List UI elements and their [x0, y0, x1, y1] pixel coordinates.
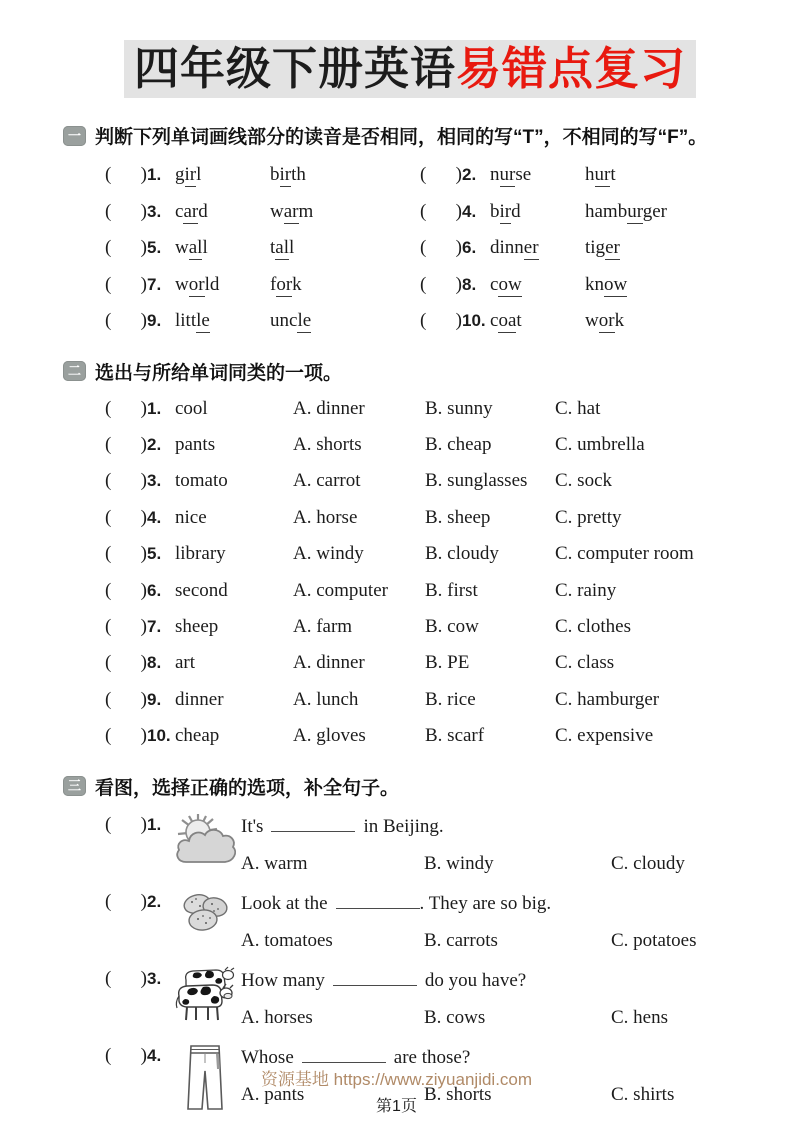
phonics-item — [105, 303, 420, 340]
phonics-item — [105, 267, 420, 304]
sentence — [241, 810, 757, 840]
answer-brackets-parens — [105, 1045, 147, 1067]
item-number: 1. — [147, 165, 162, 184]
paren-open: ( — [105, 164, 112, 185]
answer-brackets — [105, 303, 147, 340]
underlined-letters: al — [188, 237, 203, 258]
paren-open: ( — [420, 237, 427, 258]
paren-open: ( — [105, 200, 112, 222]
option-b: B. carrots — [424, 929, 498, 951]
option-b: B. cows — [424, 1006, 486, 1028]
section3-heading — [63, 773, 757, 800]
cows-icon — [169, 964, 241, 1026]
answer-brackets — [105, 645, 147, 681]
answer-brackets — [105, 573, 147, 609]
option-a: A. pants — [241, 1083, 305, 1105]
word-pre: unc — [270, 310, 298, 331]
option-b: B. sunny — [425, 397, 493, 419]
option-c: C. computer room — [555, 543, 694, 565]
sentence-post: in Beijing. — [363, 815, 444, 837]
paren-close: ) — [140, 310, 147, 331]
word-post: m — [298, 200, 314, 222]
choice-item — [105, 718, 757, 754]
phonics-item — [420, 230, 757, 267]
paren-close: ) — [140, 652, 147, 674]
choice-item — [105, 682, 757, 718]
word-pre: b — [490, 200, 500, 222]
stem-word: cool — [175, 397, 208, 419]
paren-close: ) — [140, 890, 147, 912]
option-a: A. tomatoes — [241, 929, 333, 951]
word-post: d — [511, 200, 521, 222]
word-pre: kn — [585, 273, 604, 295]
underlined-letters: er — [523, 237, 539, 258]
section1-badge-icon: 一 — [63, 126, 86, 146]
section2-badge-icon: 二 — [63, 361, 86, 381]
question-body — [241, 887, 757, 954]
sentence-post: are those? — [393, 1046, 471, 1068]
section3-badge-icon: 三 — [63, 776, 86, 796]
word-pre: litt — [175, 310, 197, 331]
stem-word: second — [175, 579, 228, 601]
sentence — [241, 887, 757, 917]
paren-close: ) — [140, 543, 147, 565]
item-number: 5. — [147, 238, 162, 257]
choice-item — [105, 463, 757, 499]
page-title-black: 四年级下册英语 — [133, 43, 456, 94]
word-first — [175, 267, 270, 304]
options-row — [241, 928, 757, 954]
word-second — [270, 303, 311, 340]
option-c: C. shirts — [611, 1083, 675, 1105]
paren-open: ( — [420, 273, 427, 295]
option-c: C. potatoes — [611, 929, 697, 951]
word-post: se — [515, 164, 532, 185]
option-c: C. sock — [555, 470, 612, 492]
paren-close: ) — [140, 200, 147, 222]
section2-heading-text: 选出与所给单词同类的一项。 — [95, 362, 343, 384]
option-a: A. horses — [241, 1006, 313, 1028]
option-c: C. expensive — [555, 725, 654, 747]
word-pre: f — [270, 273, 277, 295]
option-a: A. dinner — [293, 652, 365, 674]
page-number: 第1页 — [376, 1098, 417, 1115]
phonics-item — [105, 194, 420, 231]
question-body — [241, 810, 757, 877]
option-c: C. clothes — [555, 615, 631, 637]
option-a: A. lunch — [293, 688, 359, 710]
picture-item-1 — [105, 810, 757, 880]
answer-brackets — [105, 887, 169, 913]
paren-open: ( — [420, 164, 427, 185]
paren-close: ) — [140, 967, 147, 989]
option-a: A. horse — [293, 506, 358, 528]
phonics-item — [420, 267, 757, 304]
paren-close: ) — [455, 164, 462, 185]
option-a: A. shorts — [293, 433, 362, 455]
paren-open: ( — [105, 725, 112, 747]
choice-item — [105, 573, 757, 609]
answer-blank — [333, 970, 417, 986]
section2-heading — [63, 358, 757, 385]
page-footer — [0, 1065, 793, 1116]
paren-close: ) — [140, 433, 147, 455]
picture-item-3 — [105, 964, 757, 1034]
phonics-item — [105, 157, 420, 194]
paren-open: ( — [105, 890, 112, 912]
word-second — [585, 157, 616, 194]
answer-brackets — [105, 964, 169, 990]
word-first — [175, 157, 270, 194]
paren-open: ( — [105, 433, 112, 455]
item-number: 8. — [147, 653, 162, 673]
option-b: B. sunglasses — [425, 470, 528, 492]
answer-brackets — [105, 536, 147, 572]
item-number: 3. — [147, 471, 162, 491]
stem-word: nice — [175, 506, 207, 528]
word-pre: t — [270, 237, 276, 258]
underlined-letters: ur — [594, 164, 611, 185]
answer-blank — [271, 816, 355, 832]
word-pre: h — [585, 164, 595, 185]
item-number: 10. — [147, 726, 171, 746]
word-post: t — [610, 164, 616, 185]
answer-brackets — [105, 682, 147, 718]
paren-close: ) — [140, 813, 147, 835]
option-b: B. rice — [425, 688, 476, 710]
paren-close: ) — [455, 237, 462, 258]
option-b: B. PE — [425, 652, 470, 674]
item-number: 5. — [147, 544, 162, 564]
option-a: A. farm — [293, 615, 353, 637]
answer-brackets — [105, 157, 147, 194]
answer-brackets — [105, 267, 147, 304]
options-row — [241, 851, 757, 877]
paren-close: ) — [140, 615, 147, 637]
item-number: 4. — [147, 507, 162, 527]
item-number: 2. — [147, 891, 162, 911]
item-number: 9. — [147, 311, 162, 330]
paren-close: ) — [140, 470, 147, 492]
paren-open: ( — [105, 813, 112, 835]
item-number: 4. — [147, 1045, 162, 1065]
option-c: C. hat — [555, 397, 601, 419]
answer-brackets — [105, 718, 147, 754]
word-post: ger — [642, 200, 667, 222]
option-a: A. gloves — [293, 725, 366, 747]
item-number: 4. — [462, 201, 477, 221]
paren-open: ( — [105, 310, 112, 331]
word-post: l — [202, 237, 208, 258]
option-b: B. scarf — [425, 725, 485, 747]
paren-open: ( — [105, 273, 112, 295]
source-site-text: 资源基地 https://www.ziyuanjidi.com — [260, 1070, 533, 1089]
question-body — [241, 964, 757, 1031]
word-post: t — [516, 310, 522, 331]
underlined-letters: ir — [184, 164, 197, 185]
item-number: 3. — [147, 201, 162, 221]
paren-close: ) — [140, 725, 147, 747]
underlined-letters: or — [598, 310, 615, 331]
option-c: C. hens — [611, 1006, 668, 1028]
word-post: d — [198, 200, 208, 222]
option-c: C. hamburger — [555, 688, 660, 710]
item-number: 7. — [147, 616, 162, 636]
underlined-letters: le — [196, 310, 210, 331]
page-title-red: 易错点复习 — [456, 43, 687, 94]
underlined-letters: ar — [183, 200, 199, 222]
stem-word: library — [175, 543, 226, 565]
word-second — [585, 303, 624, 340]
option-a: A. windy — [293, 543, 364, 565]
sentence-pre: Look at the — [241, 892, 328, 914]
choice-item — [105, 645, 757, 681]
word-pre: b — [270, 164, 280, 185]
paren-open: ( — [105, 579, 112, 601]
item-number: 6. — [462, 238, 477, 257]
choice-item — [105, 609, 757, 645]
word-pre: dinn — [490, 237, 524, 258]
paren-close: ) — [140, 579, 147, 601]
underlined-letters: or — [188, 273, 205, 295]
underlined-letters: ur — [627, 200, 643, 222]
sentence-post: . They are so big. — [419, 892, 552, 914]
option-b: B. first — [425, 579, 478, 601]
underlined-letters: al — [275, 237, 289, 258]
sentence — [241, 964, 757, 994]
paren-open: ( — [105, 1044, 112, 1066]
underlined-letters: ar — [283, 200, 299, 222]
answer-brackets — [105, 194, 147, 231]
item-number: 2. — [147, 434, 162, 454]
answer-brackets — [105, 609, 147, 645]
sentence-pre: Whose — [241, 1046, 294, 1068]
answer-blank — [336, 893, 420, 909]
item-number: 10. — [462, 311, 486, 330]
item-number: 8. — [462, 274, 477, 294]
answer-brackets — [105, 500, 147, 536]
phonics-pairs-list — [105, 157, 757, 340]
word-second — [270, 267, 302, 304]
option-a: A. dinner — [293, 397, 365, 419]
option-c: C. rainy — [555, 579, 617, 601]
word-second — [585, 194, 667, 231]
word-post: ld — [204, 273, 220, 295]
underlined-letters: le — [297, 310, 312, 331]
paren-close: ) — [140, 164, 147, 185]
phonics-item — [105, 230, 420, 267]
answer-brackets-parens — [105, 814, 147, 836]
answer-brackets — [420, 230, 462, 267]
word-second — [270, 157, 306, 194]
word-post: l — [289, 237, 295, 258]
word-post: k — [292, 273, 302, 295]
answer-brackets — [420, 194, 462, 231]
underlined-letters: ow — [498, 273, 522, 295]
word-pre: w — [175, 237, 189, 258]
answer-blank — [302, 1047, 386, 1063]
paren-open: ( — [105, 615, 112, 637]
underlined-letters: or — [276, 273, 293, 295]
paren-open: ( — [105, 652, 112, 674]
answer-brackets — [105, 463, 147, 499]
word-pre: c — [490, 310, 499, 331]
option-c: C. pretty — [555, 506, 622, 528]
option-b: B. windy — [424, 852, 494, 874]
paren-open: ( — [105, 506, 112, 528]
word-pre: tig — [585, 237, 606, 258]
word-pre: c — [175, 200, 184, 222]
option-b: B. cow — [425, 615, 479, 637]
paren-open: ( — [105, 688, 112, 710]
paren-open: ( — [105, 470, 112, 492]
section1-heading-text: 判断下列单词画线部分的读音是否相同，相同的写“T”，不相同的写“F”。 — [95, 127, 708, 148]
paren-close: ) — [140, 1044, 147, 1066]
paren-close: ) — [140, 688, 147, 710]
underlined-letters: ir — [499, 200, 512, 222]
choice-item — [105, 427, 757, 463]
paren-close: ) — [140, 273, 147, 295]
paren-open: ( — [420, 310, 427, 331]
page-title — [124, 40, 696, 98]
paren-open: ( — [105, 397, 112, 419]
sentence-pre: It's — [241, 815, 264, 837]
stem-word: art — [175, 652, 196, 674]
word-post: th — [291, 164, 306, 185]
answer-brackets — [105, 230, 147, 267]
word-first — [175, 303, 270, 340]
option-c: C. class — [555, 652, 615, 674]
word-first — [490, 267, 585, 304]
sentence-pre: How many — [241, 969, 325, 991]
phonics-item — [420, 303, 757, 340]
word-first — [490, 157, 585, 194]
underlined-letters: er — [605, 237, 620, 258]
sun-behind-cloud-icon — [169, 810, 241, 870]
option-a: A. carrot — [293, 470, 361, 492]
option-a: A. computer — [293, 579, 388, 601]
option-c: C. cloudy — [611, 852, 685, 874]
paren-close: ) — [140, 506, 147, 528]
item-number: 7. — [147, 274, 162, 294]
paren-close: ) — [455, 310, 462, 331]
choice-item — [105, 500, 757, 536]
answer-brackets — [105, 1041, 169, 1067]
item-number: 6. — [147, 580, 162, 600]
picture-item-2 — [105, 887, 757, 957]
phonics-item — [420, 194, 757, 231]
stem-word: cheap — [175, 725, 220, 747]
word-post: k — [614, 310, 625, 331]
paren-open: ( — [105, 237, 112, 258]
option-c: C. umbrella — [555, 433, 645, 455]
paren-open: ( — [420, 200, 427, 222]
option-b: B. cheap — [425, 433, 492, 455]
word-pre: n — [490, 164, 500, 185]
option-a: A. warm — [241, 852, 308, 874]
item-number: 1. — [147, 398, 162, 418]
word-pre: hamb — [585, 200, 628, 222]
word-first — [175, 194, 270, 231]
stem-word: dinner — [175, 688, 224, 710]
word-second — [585, 230, 620, 267]
word-pre: w — [270, 200, 284, 222]
word-second — [270, 194, 313, 231]
answer-brackets-parens — [105, 968, 147, 990]
stem-word: tomato — [175, 470, 228, 492]
phonics-item — [420, 157, 757, 194]
paren-close: ) — [140, 397, 147, 419]
potatoes-icon — [169, 887, 241, 937]
answer-brackets — [105, 391, 147, 427]
option-b: B. sheep — [425, 506, 491, 528]
word-pre: w — [585, 310, 599, 331]
paren-open: ( — [105, 967, 112, 989]
word-pre: g — [175, 164, 185, 185]
underlined-letters: ur — [499, 164, 516, 185]
choice-item — [105, 536, 757, 572]
paren-open: ( — [105, 543, 112, 565]
stem-word: pants — [175, 433, 216, 455]
word-first — [175, 230, 270, 267]
word-pre: w — [175, 273, 189, 295]
sentence-post: do you have? — [424, 969, 527, 991]
paren-close: ) — [455, 273, 462, 295]
answer-brackets — [420, 157, 462, 194]
answer-brackets-parens — [105, 891, 147, 913]
choice-item — [105, 391, 757, 427]
options-row — [241, 1005, 757, 1031]
underlined-letters: oa — [498, 310, 517, 331]
underlined-letters: ow — [604, 273, 628, 295]
paren-close: ) — [455, 200, 462, 222]
option-b: B. cloudy — [425, 543, 499, 565]
paren-close: ) — [140, 237, 147, 258]
word-first — [490, 194, 585, 231]
answer-brackets — [105, 810, 169, 836]
word-pre: c — [490, 273, 499, 295]
answer-brackets — [420, 303, 462, 340]
option-b: B. shorts — [424, 1083, 492, 1105]
word-second — [585, 267, 627, 304]
item-number: 1. — [147, 814, 162, 834]
answer-brackets — [420, 267, 462, 304]
word-post: l — [196, 164, 202, 185]
underlined-letters: ir — [279, 164, 292, 185]
word-second — [270, 230, 294, 267]
item-number: 9. — [147, 689, 162, 709]
section3-heading-text: 看图，选择正确的选项，补全句子。 — [95, 777, 400, 799]
item-number: 3. — [147, 968, 162, 988]
section1-heading — [63, 122, 757, 149]
answer-brackets — [105, 427, 147, 463]
title-block — [63, 40, 757, 98]
stem-word: sheep — [175, 615, 219, 637]
same-category-list — [105, 391, 757, 755]
word-first — [490, 303, 585, 340]
item-number: 2. — [462, 165, 477, 184]
word-first — [490, 230, 585, 267]
